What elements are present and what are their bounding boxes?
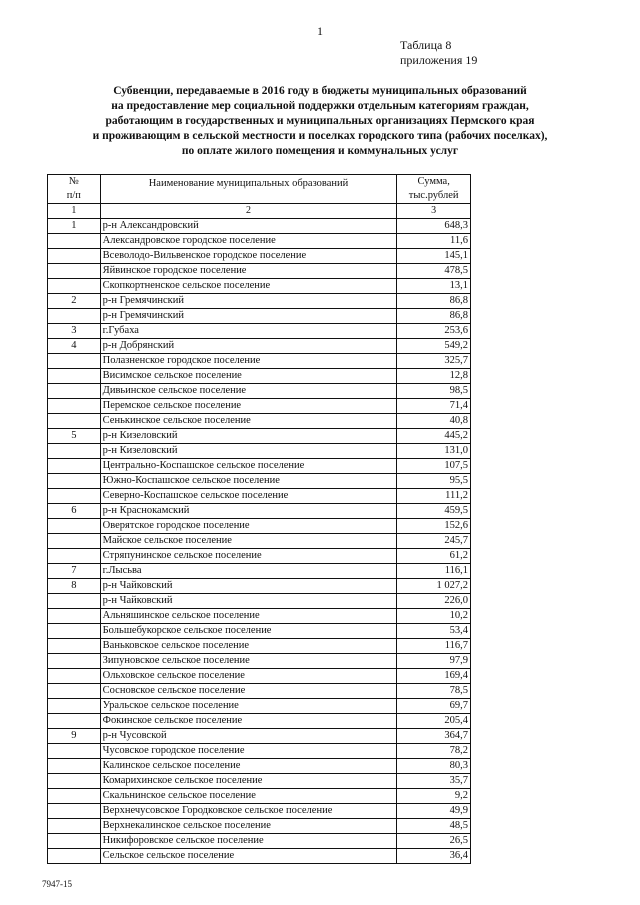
table-reference-line-1: Таблица 8 (400, 38, 452, 52)
table-row (48, 279, 471, 294)
row-number: 3 (48, 324, 101, 339)
row-name: Сосновское сельское поселение (100, 684, 397, 699)
row-name: Скальнинское сельское поселение (100, 789, 397, 804)
row-number (48, 669, 101, 684)
table-row (48, 759, 471, 774)
row-sum: 48,5 (397, 819, 471, 834)
row-sum: 253,6 (397, 324, 471, 339)
title-line: по оплате жилого помещения и коммунальных услуг (181, 145, 459, 157)
row-sum: 116,1 (397, 564, 471, 579)
title-line: на предоставление мер социальной поддержки отдельным категориям граждан, (111, 100, 529, 112)
row-number (48, 474, 101, 489)
row-sum: 71,4 (397, 399, 471, 414)
row-sum: 78,2 (397, 744, 471, 759)
row-name: р-н Чусовской (100, 729, 397, 744)
table-row (48, 444, 471, 459)
row-sum: 86,8 (397, 309, 471, 324)
row-number (48, 519, 101, 534)
table-row (48, 459, 471, 474)
row-sum: 86,8 (397, 294, 471, 309)
row-sum: 13,1 (397, 279, 471, 294)
table-row (48, 669, 471, 684)
table-row (48, 609, 471, 624)
table-row (48, 534, 471, 549)
table-row (48, 714, 471, 729)
row-name: р-н Гремячинский (100, 309, 397, 324)
column-number: 3 (397, 204, 471, 219)
row-number (48, 759, 101, 774)
document-title (20, 84, 620, 159)
table-row (48, 324, 471, 339)
row-sum: 152,6 (397, 519, 471, 534)
table-row (48, 234, 471, 249)
row-sum: 35,7 (397, 774, 471, 789)
row-name: Верхнекалинское сельское поселение (100, 819, 397, 834)
row-sum: 445,2 (397, 429, 471, 444)
row-number: 2 (48, 294, 101, 309)
table-row (48, 519, 471, 534)
row-name: р-н Александровский (100, 219, 397, 234)
row-name: Ваньковское сельское поселение (100, 639, 397, 654)
row-name: Сенькинское сельское поселение (100, 414, 397, 429)
row-name: р-н Чайковский (100, 594, 397, 609)
row-sum: 61,2 (397, 549, 471, 564)
row-sum: 111,2 (397, 489, 471, 504)
row-name: р-н Чайковский (100, 579, 397, 594)
row-number (48, 549, 101, 564)
row-sum: 226,0 (397, 594, 471, 609)
table-row (48, 744, 471, 759)
table-row (48, 474, 471, 489)
row-sum: 49,9 (397, 804, 471, 819)
column-number: 2 (100, 204, 397, 219)
row-sum: 80,3 (397, 759, 471, 774)
row-name: Альняшинское сельское поселение (100, 609, 397, 624)
table-row (48, 264, 471, 279)
row-name: Висимское сельское поселение (100, 369, 397, 384)
row-number (48, 789, 101, 804)
row-name: Яйвинское городское поселение (100, 264, 397, 279)
table-row (48, 774, 471, 789)
row-number (48, 309, 101, 324)
row-name: г.Губаха (100, 324, 397, 339)
header-number (48, 175, 101, 204)
column-number: 1 (48, 204, 101, 219)
row-number (48, 354, 101, 369)
row-number: 7 (48, 564, 101, 579)
row-number (48, 459, 101, 474)
row-name: р-н Кизеловский (100, 429, 397, 444)
header-sum-line-2: тыс.рублей (408, 190, 459, 201)
row-number (48, 624, 101, 639)
row-number (48, 714, 101, 729)
row-number (48, 774, 101, 789)
row-name: Чусовское городское поселение (100, 744, 397, 759)
table-row (48, 819, 471, 834)
table-row (48, 834, 471, 849)
table-row (48, 849, 471, 864)
table-row (48, 384, 471, 399)
table-row (48, 339, 471, 354)
row-number: 6 (48, 504, 101, 519)
row-number (48, 414, 101, 429)
row-name: Стряпунинское сельское поселение (100, 549, 397, 564)
title-line: Субвенции, передаваемые в 2016 году в бюджеты муниципальных образований (113, 85, 527, 97)
row-sum: 131,0 (397, 444, 471, 459)
table-body (48, 219, 471, 864)
row-number (48, 819, 101, 834)
row-name: р-н Краснокамский (100, 504, 397, 519)
table-row (48, 639, 471, 654)
row-name: Полазненское городское поселение (100, 354, 397, 369)
row-sum: 364,7 (397, 729, 471, 744)
row-number (48, 234, 101, 249)
row-sum: 325,7 (397, 354, 471, 369)
table-row (48, 699, 471, 714)
table-row (48, 729, 471, 744)
row-number (48, 249, 101, 264)
row-sum: 98,5 (397, 384, 471, 399)
table-row (48, 429, 471, 444)
row-name: Ольховское сельское поселение (100, 669, 397, 684)
table-row (48, 219, 471, 234)
row-name: р-н Добрянский (100, 339, 397, 354)
row-sum: 205,4 (397, 714, 471, 729)
table-row (48, 804, 471, 819)
row-name: Фокинское сельское поселение (100, 714, 397, 729)
table-row (48, 354, 471, 369)
row-name: Северно-Коспашское сельское поселение (100, 489, 397, 504)
row-name: Большебукорское сельское поселение (100, 624, 397, 639)
row-name: Центрально-Коспашское сельское поселение (100, 459, 397, 474)
row-number (48, 849, 101, 864)
row-number (48, 654, 101, 669)
title-line: работающим в государственных и муниципальных организациях Пермского края (105, 115, 535, 127)
row-number: 1 (48, 219, 101, 234)
table-row (48, 654, 471, 669)
page-number: 1 (317, 24, 323, 38)
row-name: Майское сельское поселение (100, 534, 397, 549)
row-number (48, 369, 101, 384)
table-row (48, 594, 471, 609)
row-sum: 478,5 (397, 264, 471, 279)
table-row (48, 549, 471, 564)
table-row (48, 789, 471, 804)
table-reference-line-2: приложения 19 (400, 53, 478, 67)
row-sum: 40,8 (397, 414, 471, 429)
table-row (48, 579, 471, 594)
row-sum: 11,6 (397, 234, 471, 249)
row-name: Никифоровское сельское поселение (100, 834, 397, 849)
table-row (48, 414, 471, 429)
row-name: Уральское сельское поселение (100, 699, 397, 714)
row-number (48, 684, 101, 699)
row-sum: 169,4 (397, 669, 471, 684)
row-sum: 26,5 (397, 834, 471, 849)
row-number: 5 (48, 429, 101, 444)
table-row (48, 369, 471, 384)
row-sum: 107,5 (397, 459, 471, 474)
footer-code: 7947-15 (42, 879, 72, 889)
row-name: Зипуновское сельское поселение (100, 654, 397, 669)
table-row (48, 294, 471, 309)
row-number (48, 444, 101, 459)
header-number-line-2: п/п (66, 190, 81, 201)
row-number: 8 (48, 579, 101, 594)
row-sum: 549,2 (397, 339, 471, 354)
row-sum: 12,8 (397, 369, 471, 384)
subsidies-table (47, 174, 471, 864)
row-number (48, 399, 101, 414)
row-sum: 648,3 (397, 219, 471, 234)
row-number (48, 744, 101, 759)
row-number (48, 534, 101, 549)
table-row (48, 249, 471, 264)
row-name: Верхнечусовское Городковское сельское поселение (100, 804, 397, 819)
table-header-row (48, 175, 471, 204)
table-reference (400, 38, 477, 68)
row-number (48, 804, 101, 819)
row-sum: 1 027,2 (397, 579, 471, 594)
row-name: Сельское сельское поселение (100, 849, 397, 864)
table-row (48, 399, 471, 414)
row-name: р-н Кизеловский (100, 444, 397, 459)
row-sum: 36,4 (397, 849, 471, 864)
row-name: г.Лысьва (100, 564, 397, 579)
row-sum: 97,9 (397, 654, 471, 669)
header-sum-line-1: Сумма, (417, 176, 450, 187)
row-name: Оверятское городское поселение (100, 519, 397, 534)
row-name: р-н Гремячинский (100, 294, 397, 309)
row-sum: 459,5 (397, 504, 471, 519)
table-row (48, 309, 471, 324)
row-sum: 78,5 (397, 684, 471, 699)
row-number (48, 834, 101, 849)
row-sum: 245,7 (397, 534, 471, 549)
column-number-row (48, 204, 471, 219)
row-number (48, 609, 101, 624)
row-sum: 53,4 (397, 624, 471, 639)
row-sum: 9,2 (397, 789, 471, 804)
row-number (48, 279, 101, 294)
title-line: и проживающим в сельской местности и поселках городского типа (рабочих поселках), (92, 130, 548, 142)
row-number: 4 (48, 339, 101, 354)
row-number (48, 489, 101, 504)
table-row (48, 564, 471, 579)
row-name: Калинское сельское поселение (100, 759, 397, 774)
row-number (48, 594, 101, 609)
row-sum: 95,5 (397, 474, 471, 489)
row-sum: 69,7 (397, 699, 471, 714)
table-row (48, 489, 471, 504)
header-sum (397, 175, 471, 204)
header-name: Наименование муниципальных образований (100, 175, 397, 204)
table-row (48, 504, 471, 519)
row-sum: 10,2 (397, 609, 471, 624)
row-name: Южно-Коспашское сельское поселение (100, 474, 397, 489)
row-number (48, 384, 101, 399)
row-name: Александровское городское поселение (100, 234, 397, 249)
row-sum: 116,7 (397, 639, 471, 654)
table-row (48, 684, 471, 699)
row-name: Скопкортненское сельское поселение (100, 279, 397, 294)
row-number (48, 264, 101, 279)
row-number (48, 639, 101, 654)
row-name: Дивьинское сельское поселение (100, 384, 397, 399)
row-sum: 145,1 (397, 249, 471, 264)
header-number-line-1: № (68, 176, 79, 187)
table-row (48, 624, 471, 639)
row-name: Всеволодо-Вильвенское городское поселение (100, 249, 397, 264)
row-number (48, 699, 101, 714)
row-number: 9 (48, 729, 101, 744)
row-name: Перемское сельское поселение (100, 399, 397, 414)
row-name: Комарихинское сельское поселение (100, 774, 397, 789)
